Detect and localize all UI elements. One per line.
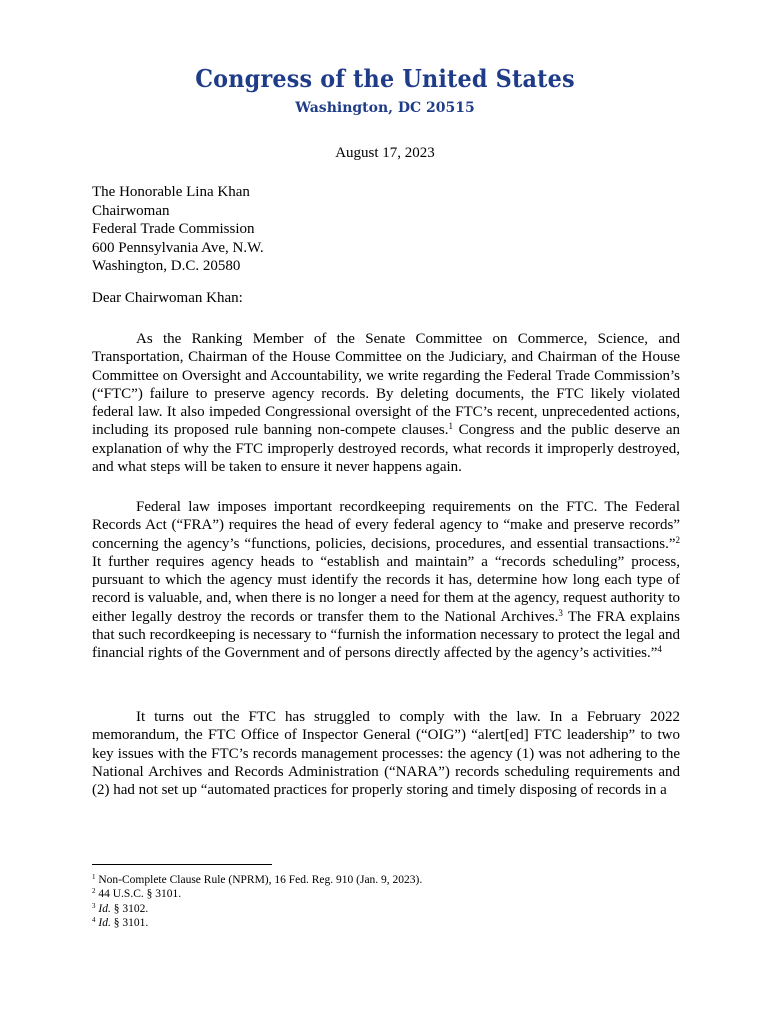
- footnote-number: 4: [92, 916, 96, 925]
- footnote-italic: Id.: [95, 917, 111, 930]
- recipient-name: The Honorable Lina Khan: [92, 184, 250, 200]
- body-paragraph-2: [92, 498, 680, 663]
- footnote-number: 2: [92, 887, 96, 896]
- recipient-agency: Federal Trade Commission: [92, 221, 255, 238]
- footnote-text: § 3101.: [110, 917, 149, 930]
- footnote-3: [92, 902, 422, 916]
- paragraph-text: Federal law imposes important recordkeeping requirements on the FTC. The Federal Records Act (“FRA”) requires the head of every federal agency to “make and preserve records” concerning the agency’s “functions, policies, decisions, procedures, and essential transactions.”: [92, 499, 680, 552]
- footnote-text: Non-Complete Clause Rule (NPRM), 16 Fed. Reg. 910 (Jan. 9, 2023).: [95, 874, 423, 886]
- footnote-italic: Id.: [95, 902, 111, 915]
- letter-date: August 17, 2023: [335, 145, 435, 161]
- footnote-4: [92, 916, 422, 930]
- footnote-ref: 4: [657, 644, 662, 655]
- salutation: Dear Chairwoman Khan:: [92, 290, 243, 306]
- paragraph-text: The FRA explains that such recordkeeping is necessary to “furnish the information necessary to protect the legal and financial rights of the Government and of persons directly affected by the agency’s activities.”: [92, 608, 680, 662]
- letterhead-title: Congress of the United States: [195, 64, 575, 93]
- footnote-ref: 3: [558, 607, 563, 618]
- footnote-text: 44 U.S.C. § 3101.: [95, 888, 182, 901]
- body-paragraph-1: [92, 330, 680, 476]
- footnote-divider: [92, 864, 272, 865]
- paragraph-text: It further requires agency heads to “establish and maintain” a “records scheduling” process, pursuant to which the agency must identify the records it has, determine how long each type of record is valuable, and, when there is no longer a need for them at the agency, request authority to either legally destroy the records or transfer them to the National Archives.: [92, 553, 680, 625]
- recipient-address: [92, 183, 264, 276]
- letterhead-subtitle: Washington, DC 20515: [295, 100, 475, 116]
- paragraph-text: It turns out the FTC has struggled to comply with the law. In a February 2022 memorandum, the FTC Office of Inspector General (“OIG”) “alert[ed] FTC leadership” to two key issues with the FTC’s records management processes: the agency (1) was not adhering to the National Archives and Records Administration (“NARA”) records scheduling requirements and (2) had not set up “automated practices for properly storing and timely disposing of records in a: [92, 709, 680, 799]
- footnote-text: § 3102.: [110, 902, 149, 915]
- footnote-number: 3: [92, 901, 96, 910]
- paragraph-text: As the Ranking Member of the Senate Committee on Commerce, Science, and Transportation, Chairman of the House Committee on the Judiciary, and Chairman of the House Committee on Oversight and Accountability, we write regarding the Federal Trade Commission’s (“FTC”) failure to preserve agency records. By deleting documents, the FTC likely violated federal law. It also impeded Congressional oversight of the FTC’s recent, unprecedented actions, including its proposed rule banning non-compete clauses.: [92, 331, 680, 439]
- body-paragraph-3: [92, 708, 680, 799]
- paragraph-text: Congress and the public deserve an explanation of why the FTC improperly destroyed records, what records it improperly destroyed, and what steps will be taken to ensure it never happens again.: [92, 422, 680, 476]
- footnotes: [92, 873, 422, 931]
- recipient-street: 600 Pennsylvania Ave, N.W.: [92, 239, 264, 256]
- footnote-1: [92, 873, 422, 887]
- recipient-title: Chairwoman: [92, 202, 170, 219]
- recipient-city: Washington, D.C. 20580: [92, 258, 241, 275]
- footnote-number: 1: [92, 873, 96, 881]
- footnote-ref: 2: [675, 534, 680, 545]
- footnote-2: [92, 887, 422, 901]
- footnote-ref: 1: [448, 421, 454, 432]
